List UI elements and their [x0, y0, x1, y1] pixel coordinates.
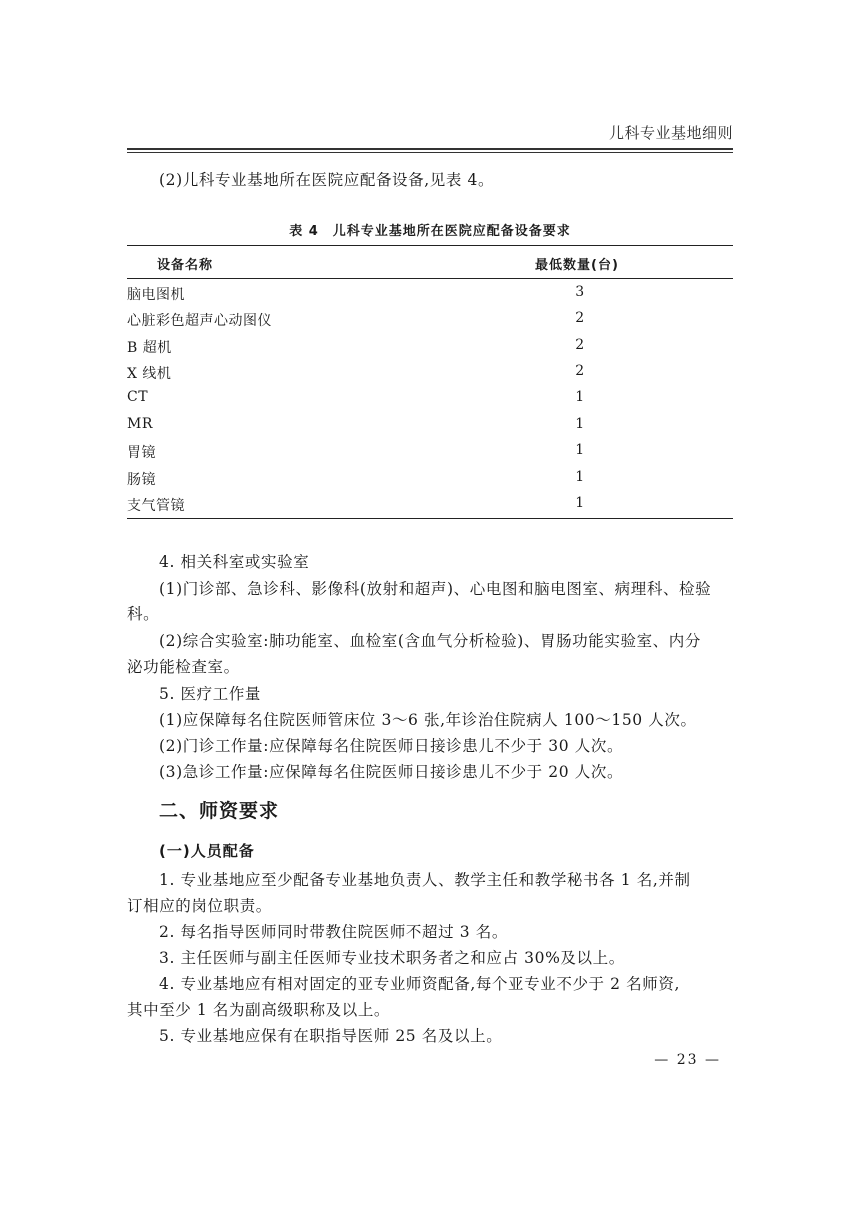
table-top-rule — [127, 245, 733, 246]
equipment-qty: 2 — [575, 337, 585, 353]
staff-item-3: 3. 主任医师与副主任医师专业技术职务者之和应占 30%及以上。 — [159, 949, 625, 967]
equipment-name: 肠镜 — [127, 472, 156, 488]
page-number: — 23 — — [654, 1052, 721, 1068]
equipment-name: X 线机 — [127, 366, 172, 382]
section-4-para-2-cont: 泌功能检查室。 — [127, 658, 240, 676]
staff-item-2: 2. 每名指导医师同时带教住院医师不超过 3 名。 — [159, 923, 508, 941]
section-5-para-3: (3)急诊工作量:应保障每名住院医师日接诊患儿不少于 20 人次。 — [159, 763, 624, 781]
intro-paragraph: (2)儿科专业基地所在医院应配备设备,见表 4。 — [159, 171, 495, 189]
equipment-name: 心脏彩色超声心动图仪 — [127, 313, 272, 329]
equipment-qty: 3 — [575, 284, 585, 300]
staff-item-1: 1. 专业基地应至少配备专业基地负责人、教学主任和教学秘书各 1 名,并制 — [159, 871, 691, 889]
equipment-name: 胃镜 — [127, 445, 156, 461]
table-bottom-rule — [127, 518, 733, 519]
table-row — [127, 412, 733, 438]
section-4-heading: 4. 相关科室或实验室 — [159, 553, 310, 571]
staff-item-1-cont: 订相应的岗位职责。 — [127, 897, 272, 915]
equipment-name: 支气管镜 — [127, 498, 185, 514]
running-header: 儿科专业基地细则 — [608, 124, 733, 142]
equipment-qty: 2 — [575, 310, 585, 326]
equipment-name: B 超机 — [127, 340, 172, 356]
table-row — [127, 385, 733, 411]
table-caption: 表 4 儿科专业基地所在医院应配备设备要求 — [289, 224, 571, 239]
equipment-name: 脑电图机 — [127, 287, 185, 303]
section-5-para-1: (1)应保障每名住院医师管床位 3～6 张,年诊治住院病人 100～150 人次。 — [159, 711, 697, 729]
section-4-para-2: (2)综合实验室:肺功能室、血检室(含血气分析检验)、胃肠功能实验室、内分 — [159, 632, 701, 650]
staff-item-4-cont: 其中至少 1 名为副高级职称及以上。 — [127, 1001, 391, 1019]
document-page — [127, 0, 733, 1216]
equipment-qty: 1 — [575, 442, 585, 458]
header-rule — [127, 148, 733, 150]
staff-item-5: 5. 专业基地应保有在职指导医师 25 名及以上。 — [159, 1027, 503, 1045]
table-row — [127, 333, 733, 359]
equipment-qty: 1 — [575, 416, 585, 432]
equipment-qty: 1 — [575, 389, 585, 405]
section-5-heading: 5. 医疗工作量 — [159, 685, 262, 703]
equipment-qty: 1 — [575, 495, 585, 511]
table-header-qty: 最低数量(台) — [535, 258, 619, 273]
table-row — [127, 359, 733, 385]
table-row — [127, 280, 733, 306]
table-row — [127, 438, 733, 464]
equipment-qty: 2 — [575, 363, 585, 379]
section-4-para-1: (1)门诊部、急诊科、影像科(放射和超声)、心电图和脑电图室、病理科、检验 — [159, 580, 712, 598]
equipment-qty: 1 — [575, 469, 585, 485]
equipment-name: MR — [127, 416, 153, 432]
staff-item-4: 4. 专业基地应有相对固定的亚专业师资配备,每个亚专业不少于 2 名师资, — [159, 975, 680, 993]
table-row — [127, 306, 733, 332]
table-header-name: 设备名称 — [157, 258, 214, 273]
subsection-title: (一)人员配备 — [159, 842, 255, 860]
table-row — [127, 465, 733, 491]
section-5-para-2: (2)门诊工作量:应保障每名住院医师日接诊患儿不少于 30 人次。 — [159, 737, 624, 755]
table-header-rule — [127, 278, 733, 279]
header-rule-thin — [127, 152, 733, 153]
chapter-title: 二、师资要求 — [159, 800, 280, 822]
table-row — [127, 491, 733, 517]
equipment-name: CT — [127, 389, 149, 405]
section-4-para-1-cont: 科。 — [127, 605, 160, 623]
